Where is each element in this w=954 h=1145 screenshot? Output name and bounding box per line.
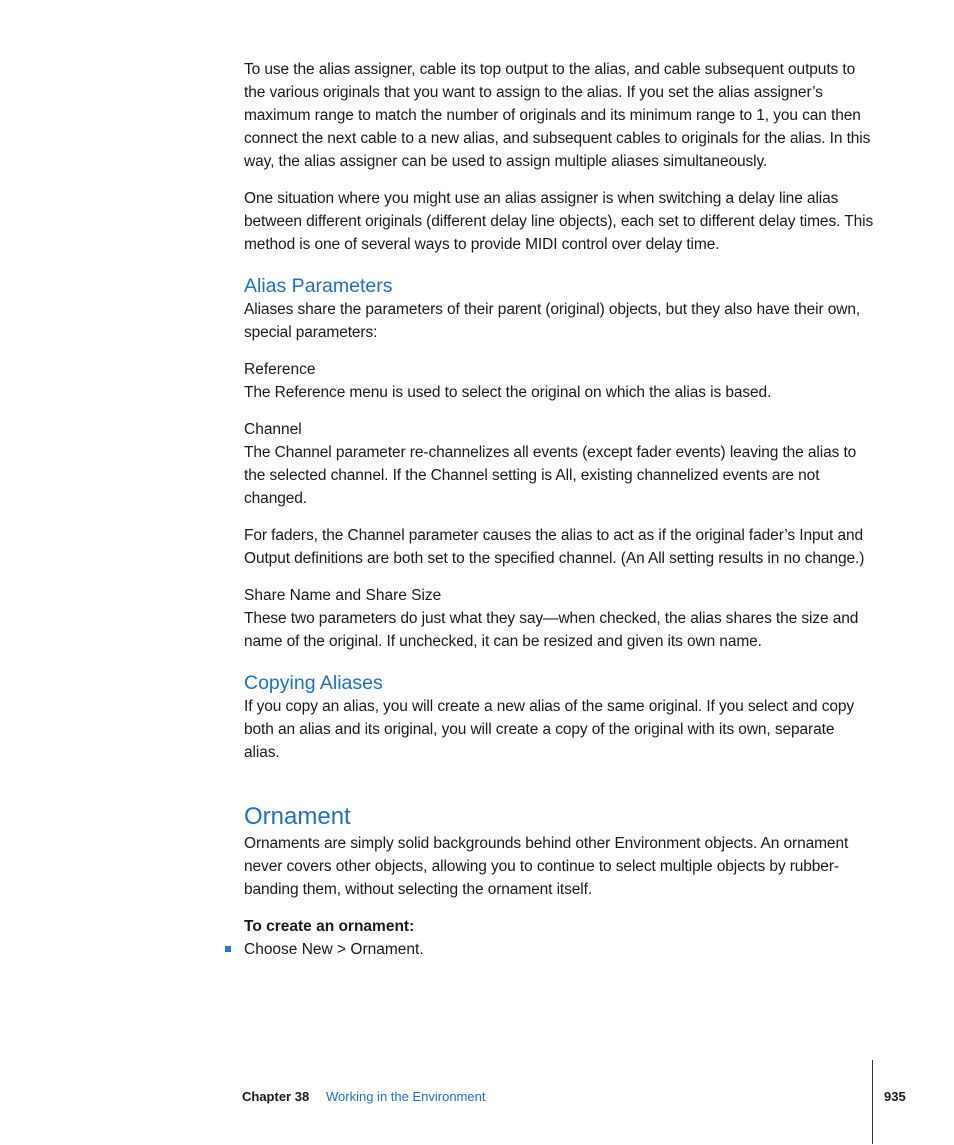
- intro-paragraph-2: One situation where you might use an alias assigner is when switching a delay line alias between different originals (different delay line objects), each set to different delay times. This method is one of several ways to provide MIDI control over delay time.: [244, 190, 874, 253]
- page-number: 935: [884, 1089, 906, 1104]
- chapter-label: Chapter 38: [242, 1089, 310, 1104]
- ornament-text: Ornaments are simply solid backgrounds behind other Environment objects. An ornament never covers other objects, allowing you to continue to select multiple objects by rubber-banding them, without selecting the ornament itself.: [244, 835, 849, 898]
- channel-text-1: The Channel parameter re-channelizes all events (except fader events) leaving the alias to the selected channel. If the Channel setting is All, existing channelized events are not changed.: [244, 444, 857, 507]
- list-item: [244, 938, 874, 961]
- share-text: These two parameters do just what they say—when checked, the alias shares the size and name of the original. If unchecked, it can be resized and given its own name.: [244, 610, 859, 650]
- channel-label: Channel: [244, 421, 302, 438]
- reference-label: Reference: [244, 361, 316, 378]
- footer-divider: [872, 1060, 873, 1144]
- step-text: Choose New > Ornament.: [244, 941, 424, 958]
- copying-aliases-text: If you copy an alias, you will create a new alias of the same original. If you select and copy both an alias and its original, you will create a copy of the original with its own, separate alias.: [244, 698, 855, 761]
- copying-aliases-heading: Copying Aliases: [244, 672, 383, 694]
- alias-parameters-heading: Alias Parameters: [244, 275, 393, 297]
- channel-text-2: For faders, the Channel parameter causes the alias to act as if the original fader’s Input and Output definitions are both set to the specified channel. (An All setting results in no change.): [244, 527, 865, 567]
- chapter-title-link[interactable]: Working in the Environment: [326, 1089, 486, 1104]
- intro-paragraph-1: To use the alias assigner, cable its top output to the alias, and cable subsequent outputs to the various originals that you want to assign to the alias. If you set the alias assigner’s maximum range to match the number of originals and its minimum range to 1, you can then connect the next cable to a new alias, and subsequent cables to originals for the alias. In this way, the alias assigner can be used to assign multiple aliases simultaneously.: [244, 61, 871, 170]
- page-content: [244, 58, 874, 961]
- ornament-heading: Ornament: [244, 803, 351, 830]
- share-label: Share Name and Share Size: [244, 587, 442, 604]
- square-bullet-icon: [225, 946, 231, 952]
- page-footer: [0, 1084, 954, 1114]
- task-title: To create an ornament:: [244, 918, 415, 935]
- alias-parameters-intro: Aliases share the parameters of their parent (original) objects, but they also have their own, special parameters:: [244, 301, 861, 341]
- reference-text: The Reference menu is used to select the original on which the alias is based.: [244, 384, 772, 401]
